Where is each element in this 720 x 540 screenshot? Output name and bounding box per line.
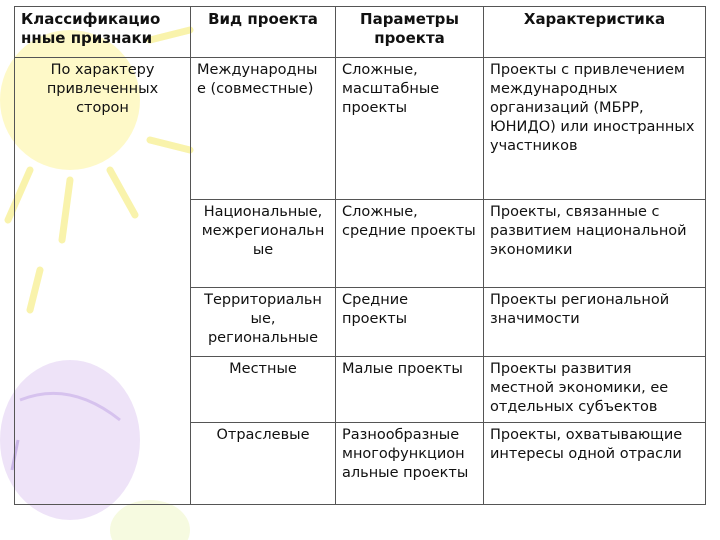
group-empty-cell	[15, 200, 191, 288]
row-type: Отраслевые	[191, 423, 336, 505]
header-characteristic: Характеристика	[484, 7, 706, 58]
group-empty-cell	[15, 288, 191, 357]
header-project-params: Параметры проекта	[336, 7, 484, 58]
header-classification: Классификацио нные признаки	[15, 7, 191, 58]
row-params: Разнообразные многофункцион альные проекты	[336, 423, 484, 505]
row-type: Местные	[191, 357, 336, 423]
table-row	[15, 58, 706, 200]
table-row	[15, 288, 706, 357]
group-empty-cell	[15, 423, 191, 505]
table-row	[15, 423, 706, 505]
row-type: Международны е (совместные)	[191, 58, 336, 200]
row-desc: Проекты, охватывающие интересы одной отрасли	[484, 423, 706, 505]
row-desc: Проекты, связанные с развитием национальной экономики	[484, 200, 706, 288]
group-label-cell: По характеру привлеченных сторон	[15, 58, 191, 200]
group-empty-cell	[15, 357, 191, 423]
row-desc: Проекты развития местной экономики, ее отдельных субъектов	[484, 357, 706, 423]
table-row	[15, 200, 706, 288]
classification-table	[14, 6, 706, 505]
row-type: Национальные, межрегиональн ые	[191, 200, 336, 288]
row-params: Сложные, средние проекты	[336, 200, 484, 288]
header-project-type: Вид проекта	[191, 7, 336, 58]
table-row	[15, 357, 706, 423]
row-desc: Проекты региональной значимости	[484, 288, 706, 357]
row-params: Малые проекты	[336, 357, 484, 423]
table-header-row	[15, 7, 706, 58]
row-params: Сложные, масштабные проекты	[336, 58, 484, 200]
row-desc: Проекты с привлечением международных организаций (МБРР, ЮНИДО) или иностранных участников	[484, 58, 706, 200]
row-params: Средние проекты	[336, 288, 484, 357]
row-type: Территориальн ые, региональные	[191, 288, 336, 357]
